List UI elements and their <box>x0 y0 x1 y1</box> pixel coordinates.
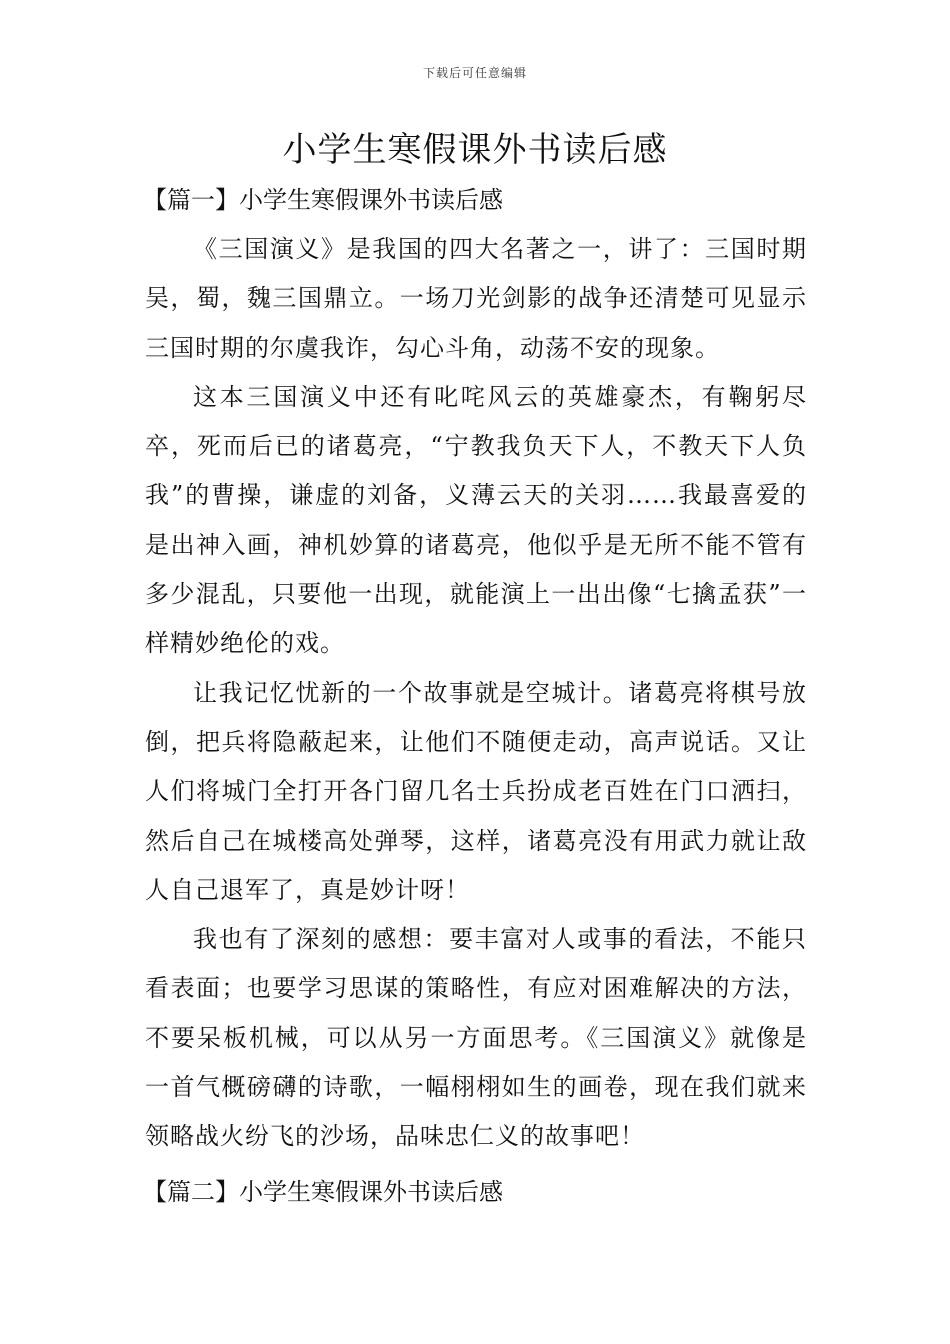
document-title: 小学生寒假课外书读后感 <box>282 130 668 170</box>
section-heading-2: 【篇二】小学生寒假课外书读后感 <box>143 1177 503 1206</box>
paragraph-4: 我也有了深刻的感想：要丰富对人或事的看法，不能只看表面；也要学习思谋的策略性，有应对困难解决的方法，不要呆板机械，可以从另一方面思考。《三国演义》就像是一首气概磅礴的诗歌，一幅栩栩如生的画卷，现在我们就来领略战火纷飞的沙场，品味忠仁义的故事吧！ <box>145 925 807 1151</box>
paragraph-1: 《三国演义》是我国的四大名著之一，讲了：三国时期吴，蜀，魏三国鼎立。一场刀光剑影的战争还清楚可见显示三国时期的尔虞我诈，勾心斗角，动荡不安的现象。 <box>145 235 807 362</box>
paragraph-3: 让我记忆忧新的一个故事就是空城计。诸葛亮将棋号放倒，把兵将隐蔽起来，让他们不随便走动，高声说话。又让人们将城门全打开各门留几名士兵扮成老百姓在门口洒扫，然后自己在城楼高处弹琴，这样，诸葛亮没有用武力就让敌人自己退军了，真是妙计呀！ <box>145 678 807 904</box>
document-body <box>145 180 807 1212</box>
header-note: 下载后可任意编辑 <box>422 66 527 80</box>
paragraph-2: 这本三国演义中还有叱咤风云的英雄豪杰，有鞠躬尽卒，死而后已的诸葛亮，“宁教我负天下人，不教天下人负我”的曹操，谦虚的刘备，义薄云天的关羽……我最喜爱的是出神入画，神机妙算的诸葛亮，他似乎是无所不能不管有多少混乱，只要他一出现，就能演上一出出像“七擒孟获”一样精妙绝伦的戏。 <box>145 382 807 658</box>
section-heading-1: 【篇一】小学生寒假课外书读后感 <box>143 186 503 214</box>
